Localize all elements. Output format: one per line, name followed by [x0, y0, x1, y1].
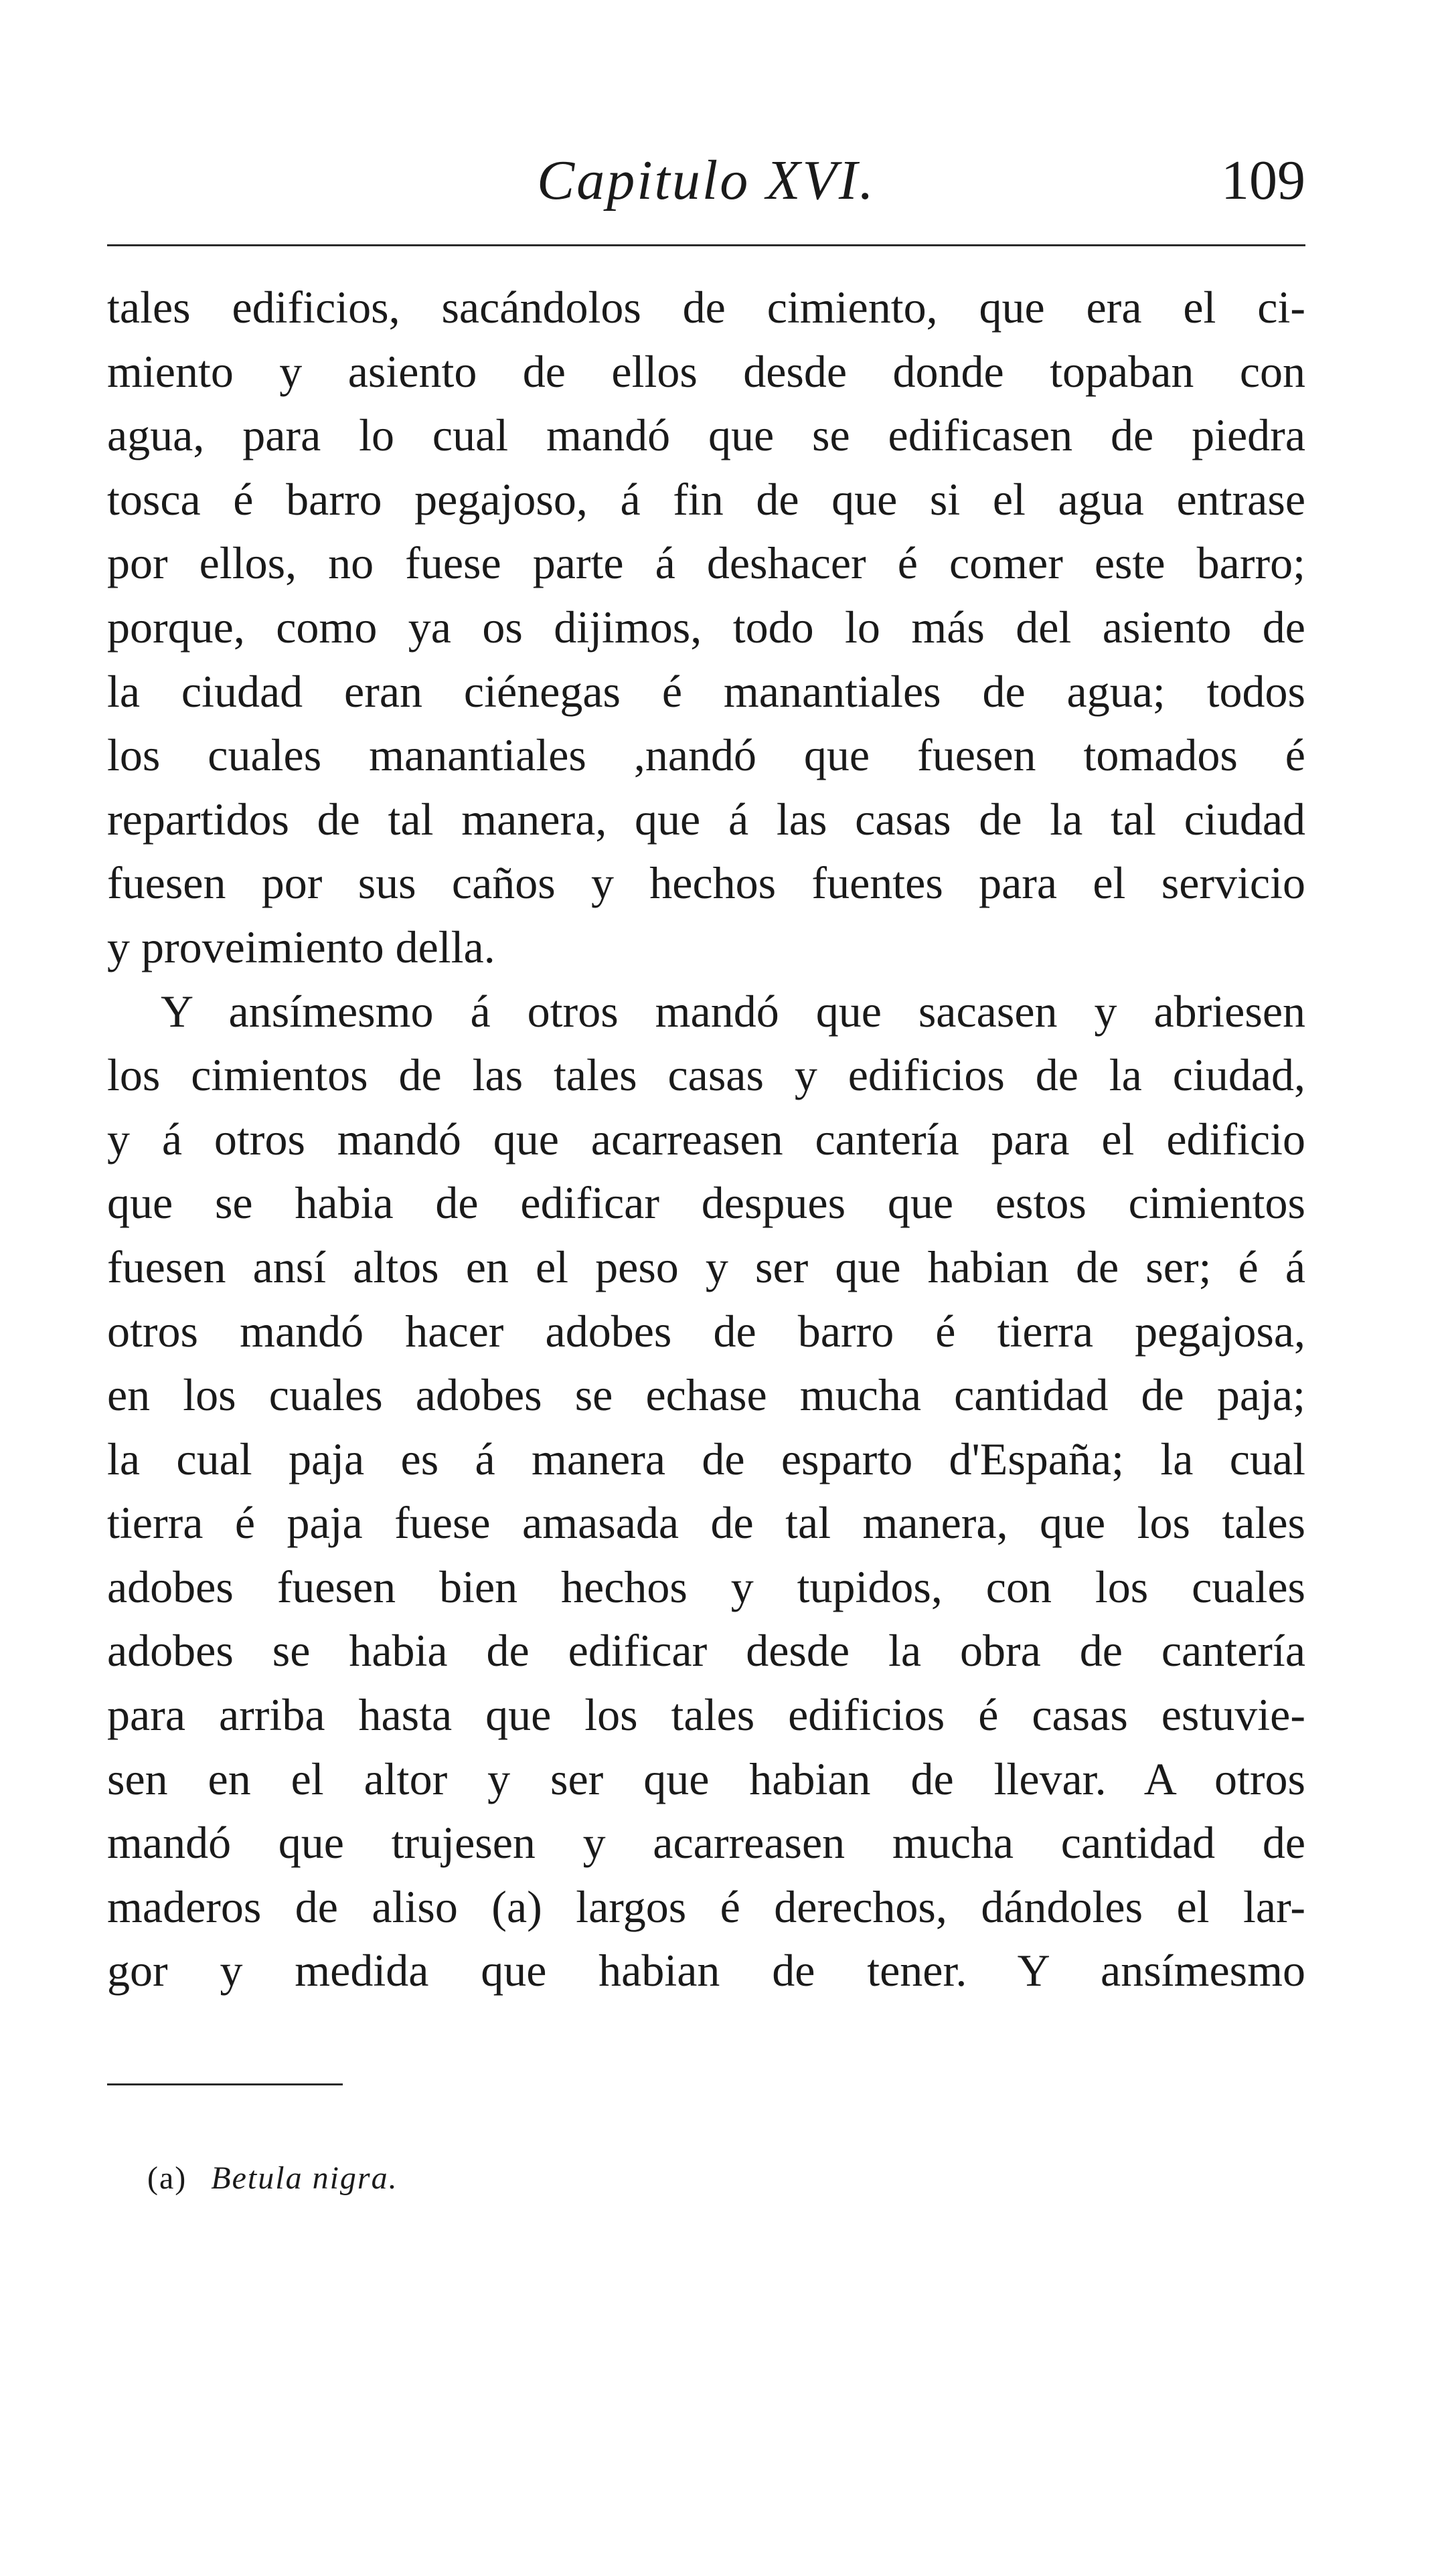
chapter-title: Capitulo XVI.	[537, 149, 876, 211]
text-line: adobes se habia de edificar desde la obra de cantería	[107, 1625, 1305, 1677]
text-line: maderos de aliso (a) largos é derechos, dándoles el lar-	[107, 1881, 1305, 1932]
text-line: fuesen por sus caños y hechos fuentes para el servicio	[107, 857, 1305, 909]
text-line: miento y asiento de ellos desde donde topaban con	[107, 345, 1305, 397]
text-line: otros mandó hacer adobes de barro é tierra pegajosa,	[107, 1305, 1305, 1357]
running-head	[107, 141, 1305, 221]
text-line: Y ansímesmo á otros mandó que sacasen y abriesen	[161, 985, 1305, 1037]
text-line: los cuales manantiales ,nandó que fuesen tomados é	[107, 729, 1305, 781]
text-line: tales edificios, sacándolos de cimiento, que era el ci-	[107, 282, 1305, 333]
footnote-text: Betula nigra.	[211, 2160, 398, 2196]
text-line: y proveimiento della.	[107, 921, 495, 972]
text-line: en los cuales adobes se echase mucha cantidad de paja;	[107, 1369, 1305, 1421]
text-line: por ellos, no fuese parte á deshacer é comer este barro;	[107, 537, 1305, 589]
footnote	[147, 2155, 398, 2202]
body-text	[107, 276, 1305, 2003]
text-line: gor y medida que habian de tener. Y ansímesmo	[107, 1945, 1305, 1996]
text-line: adobes fuesen bien hechos y tupidos, con los cuales	[107, 1561, 1305, 1612]
header-rule	[107, 244, 1305, 246]
footnote-rule	[107, 2083, 343, 2085]
text-line: fuesen ansí altos en el peso y ser que habian de ser; é á	[107, 1241, 1305, 1292]
text-line: repartidos de tal manera, que á las casas de la tal ciudad	[107, 793, 1305, 845]
text-line: para arriba hasta que los tales edificios é casas estuvie-	[107, 1689, 1305, 1741]
text-line: los cimientos de las tales casas y edificios de la ciudad,	[107, 1049, 1305, 1101]
text-line: sen en el altor y ser que habian de llevar. A otros	[107, 1753, 1305, 1804]
text-line: que se habia de edificar despues que estos cimientos	[107, 1177, 1305, 1229]
text-line: tosca é barro pegajoso, á fin de que si el agua entrase	[107, 473, 1305, 525]
text-line: tierra é paja fuese amasada de tal manera, que los tales	[107, 1497, 1305, 1549]
text-line: porque, como ya os dijimos, todo lo más del asiento de	[107, 601, 1305, 653]
footnote-marker: (a)	[147, 2160, 187, 2196]
text-line: la ciudad eran ciénegas é manantiales de agua; todos	[107, 665, 1305, 717]
text-line: y á otros mandó que acarreasen cantería para el edificio	[107, 1113, 1305, 1165]
text-line: agua, para lo cual mandó que se edificasen de piedra	[107, 410, 1305, 461]
page-number: 109	[1221, 149, 1305, 211]
text-line: la cual paja es á manera de esparto d'España; la cual	[107, 1433, 1305, 1484]
text-line: mandó que trujesen y acarreasen mucha cantidad de	[107, 1817, 1305, 1869]
